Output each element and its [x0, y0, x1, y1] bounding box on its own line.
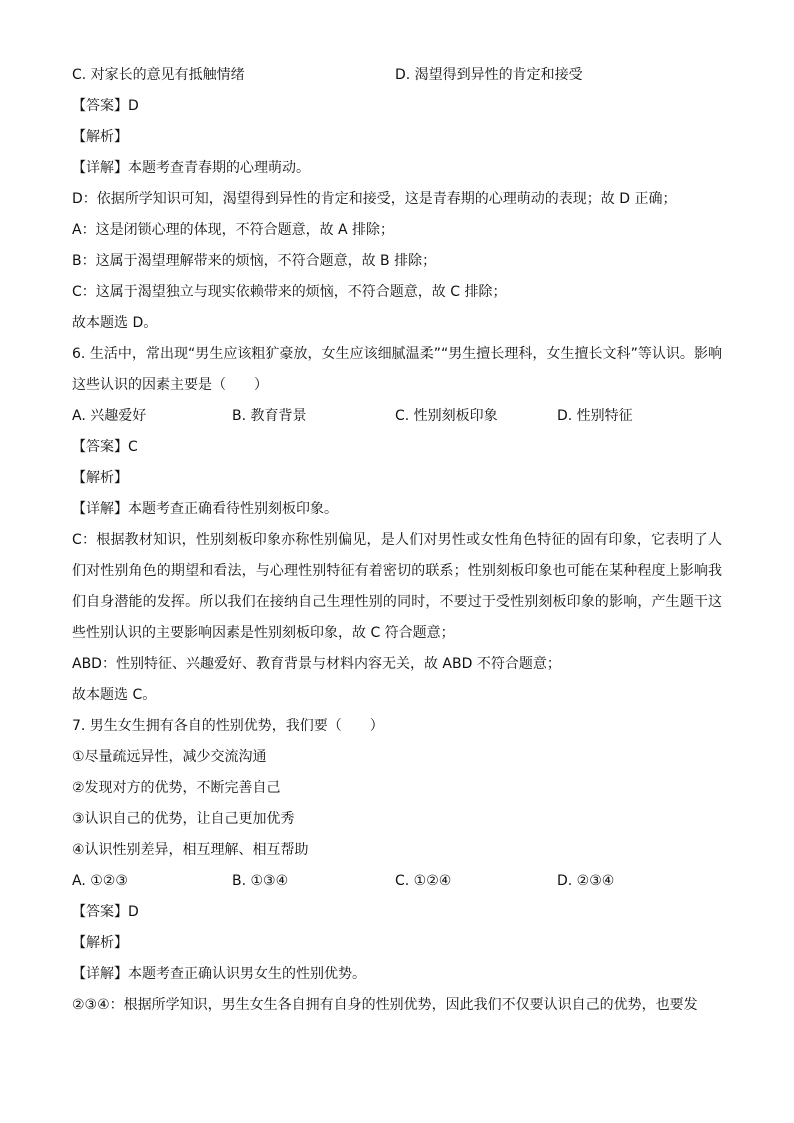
q7-analysis-heading: 【解析】: [72, 935, 128, 951]
document-page: [72, 60, 722, 1021]
q7-item-3: ③认识自己的优势，让自己更加优秀: [72, 811, 295, 827]
q5-answer: 【答案】D: [72, 98, 139, 114]
q6-analysis-heading: 【解析】: [72, 470, 128, 486]
q7-option-a: A. ①②③: [72, 873, 128, 889]
q6-option-c: C. 性别刻板印象: [395, 408, 498, 424]
option-c: C. 对家长的意见有抵触情绪: [72, 67, 245, 83]
q6-option-b: B. 教育背景: [232, 408, 307, 424]
q6-stem: 6. 生活中，常出现“男生应该粗犷豪放，女生应该细腻温柔”“男生擅长理科，女生擅长文科”等认识。影响这些认识的因素主要是（ ）: [72, 346, 722, 393]
q7-answer: 【答案】D: [72, 904, 139, 920]
q5-options-row: [72, 60, 722, 91]
q6-explanation: C：根据教材知识，性别刻板印象亦称性别偏见，是人们对男性或女性角色特征的固有印象，它表明了人们对性别角色的期望和看法，与心理性别特征有着密切的联系；性别刻板印象也可能在某种程度上影响我们自身潜能的发挥。所以我们在接纳自己生理性别的同时，不要过于受性别刻板印象的影响，产生题干这些性别认识的主要影响因素是性别刻板印象，故 C 符合题意；: [72, 532, 722, 641]
q5-analysis-heading: 【解析】: [72, 129, 128, 145]
q6-conclusion: 故本题选 C。: [72, 687, 157, 703]
q7-item-1: ①尽量疏远异性，减少交流沟通: [72, 749, 267, 765]
q7-options-row: [72, 866, 722, 897]
q7-item-4: ④认识性别差异，相互理解、相互帮助: [72, 842, 309, 858]
q6-detail: 【详解】本题考查正确看待性别刻板印象。: [72, 501, 338, 517]
q7-detail: 【详解】本题考查正确认识男女生的性别优势。: [72, 966, 366, 982]
q5-detail: 【详解】本题考查青春期的心理萌动。: [72, 160, 310, 176]
q6-answer: 【答案】C: [72, 439, 138, 455]
q7-stem: 7. 男生女生拥有各自的性别优势，我们要（ ）: [72, 718, 384, 734]
q5-line-a: A：这是闭锁心理的体现，不符合题意，故 A 排除；: [72, 222, 395, 238]
q7-explanation-start: ②③④：根据所学知识，男生女生各自拥有自身的性别优势，因此我们不仅要认识自己的优势，也要发: [72, 997, 698, 1013]
q6-options-row: [72, 401, 722, 432]
q7-option-b: B. ①③④: [232, 873, 289, 889]
q5-line-d: D：依据所学知识可知，渴望得到异性的肯定和接受，这是青春期的心理萌动的表现；故 D 正确；: [72, 191, 677, 207]
option-d: D. 渴望得到异性的肯定和接受: [395, 67, 583, 83]
q7-item-2: ②发现对方的优势，不断完善自己: [72, 780, 281, 796]
q6-option-a: A. 兴趣爱好: [72, 408, 147, 424]
q7-option-c: C. ①②④: [395, 873, 452, 889]
q6-option-d: D. 性别特征: [557, 408, 633, 424]
q5-conclusion: 故本题选 D。: [72, 315, 158, 331]
q6-line-abd: ABD：性别特征、兴趣爱好、教育背景与材料内容无关，故 ABD 不符合题意；: [72, 656, 561, 672]
q5-line-c: C：这属于渴望独立与现实依赖带来的烦恼，不符合题意，故 C 排除；: [72, 284, 507, 300]
q7-option-d: D. ②③④: [557, 873, 615, 889]
q5-line-b: B：这属于渴望理解带来的烦恼，不符合题意，故 B 排除；: [72, 253, 437, 269]
